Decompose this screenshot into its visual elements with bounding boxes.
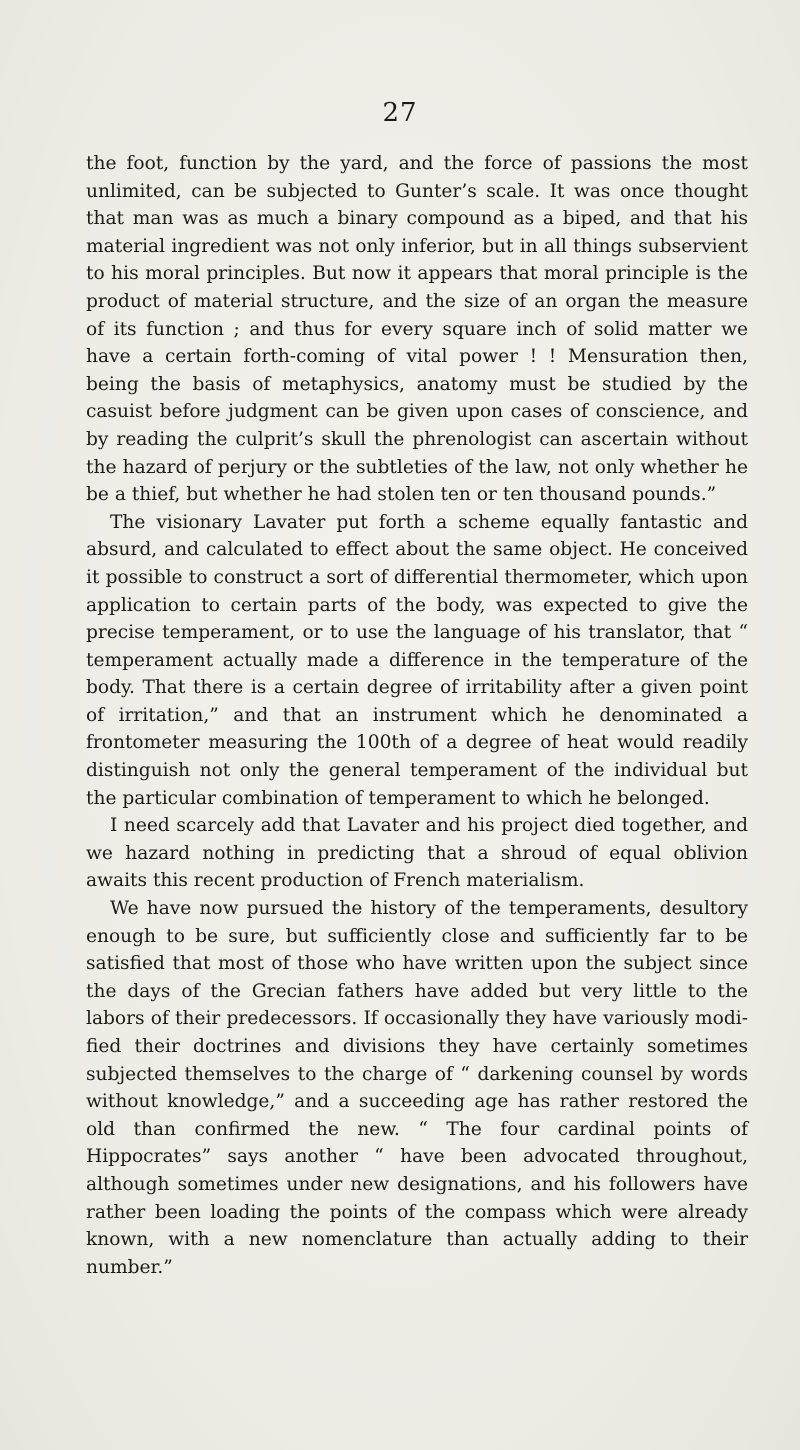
paragraph-2: The visionary Lavater put forth a scheme equally fantastic and absurd, and calculated to effect about the same object. He conceived it possible to construct a sort of differential thermometer, which upon application to certain parts of the body, was expected to give the precise temperament, or to use the language of his translator, that “ temperament actually made a difference in the temperature of the body. That there is a certain degree of irritability after a given point of irritation,” and that an instrument which he denominated a frontometer measuring the 100th of a degree of heat would readily distinguish not only the general temperament of the individual but the particular combination of temperament to which he belonged. bbox=[86, 511, 748, 809]
page-number: 27 bbox=[382, 98, 418, 128]
paragraph-3: I need scarcely add that Lavater and his project died together, and we hazard nothing in predicting that a shroud of equal oblivion awaits this recent production of French materialism. bbox=[86, 815, 748, 892]
body-text bbox=[86, 150, 748, 1281]
paragraph-1: the foot, function by the yard, and the force of passions the most unlimited, can be subjected to Gunter’s scale. It was once thought that man was as much a binary compound as a biped, and that his material ingredient was not only inferior, but in all things subservient to his moral principles. But now it appears that moral principle is the product of material structure, and the size of an organ the measure of its function ; and thus for every square inch of solid matter we have a certain forth-coming of vital power ! ! Mensuration then, being the basis of metaphysics, anatomy must be studied by the casuist before judgment can be given upon cases of conscience, and by reading the culprit’s skull the phrenologist can ascertain without the hazard of perjury or the subtleties of the law, not only whether he be a thief, but whether he had stolen ten or ten thousand pounds.” bbox=[86, 153, 748, 506]
paragraph-4: We have now pursued the history of the temperaments, desultory enough to be sure, but sufficiently close and sufficiently far to be satisfied that most of those who have written upon the subject since the days of the Grecian fathers have added but very little to the labors of their predecessors. If occasionally they have variously modified their doctrines and divisions they have certainly sometimes subjected themselves to the charge of “ darkening counsel by words without knowledge,” and a succeeding age has rather restored the old than confirmed the new. “ The four cardinal points of Hippocrates” says another “ have been advocated throughout, although sometimes under new designations, and his followers have rather been loading the points of the compass which were already known, with a new nomenclature than actually adding to their number.” bbox=[86, 898, 748, 1278]
